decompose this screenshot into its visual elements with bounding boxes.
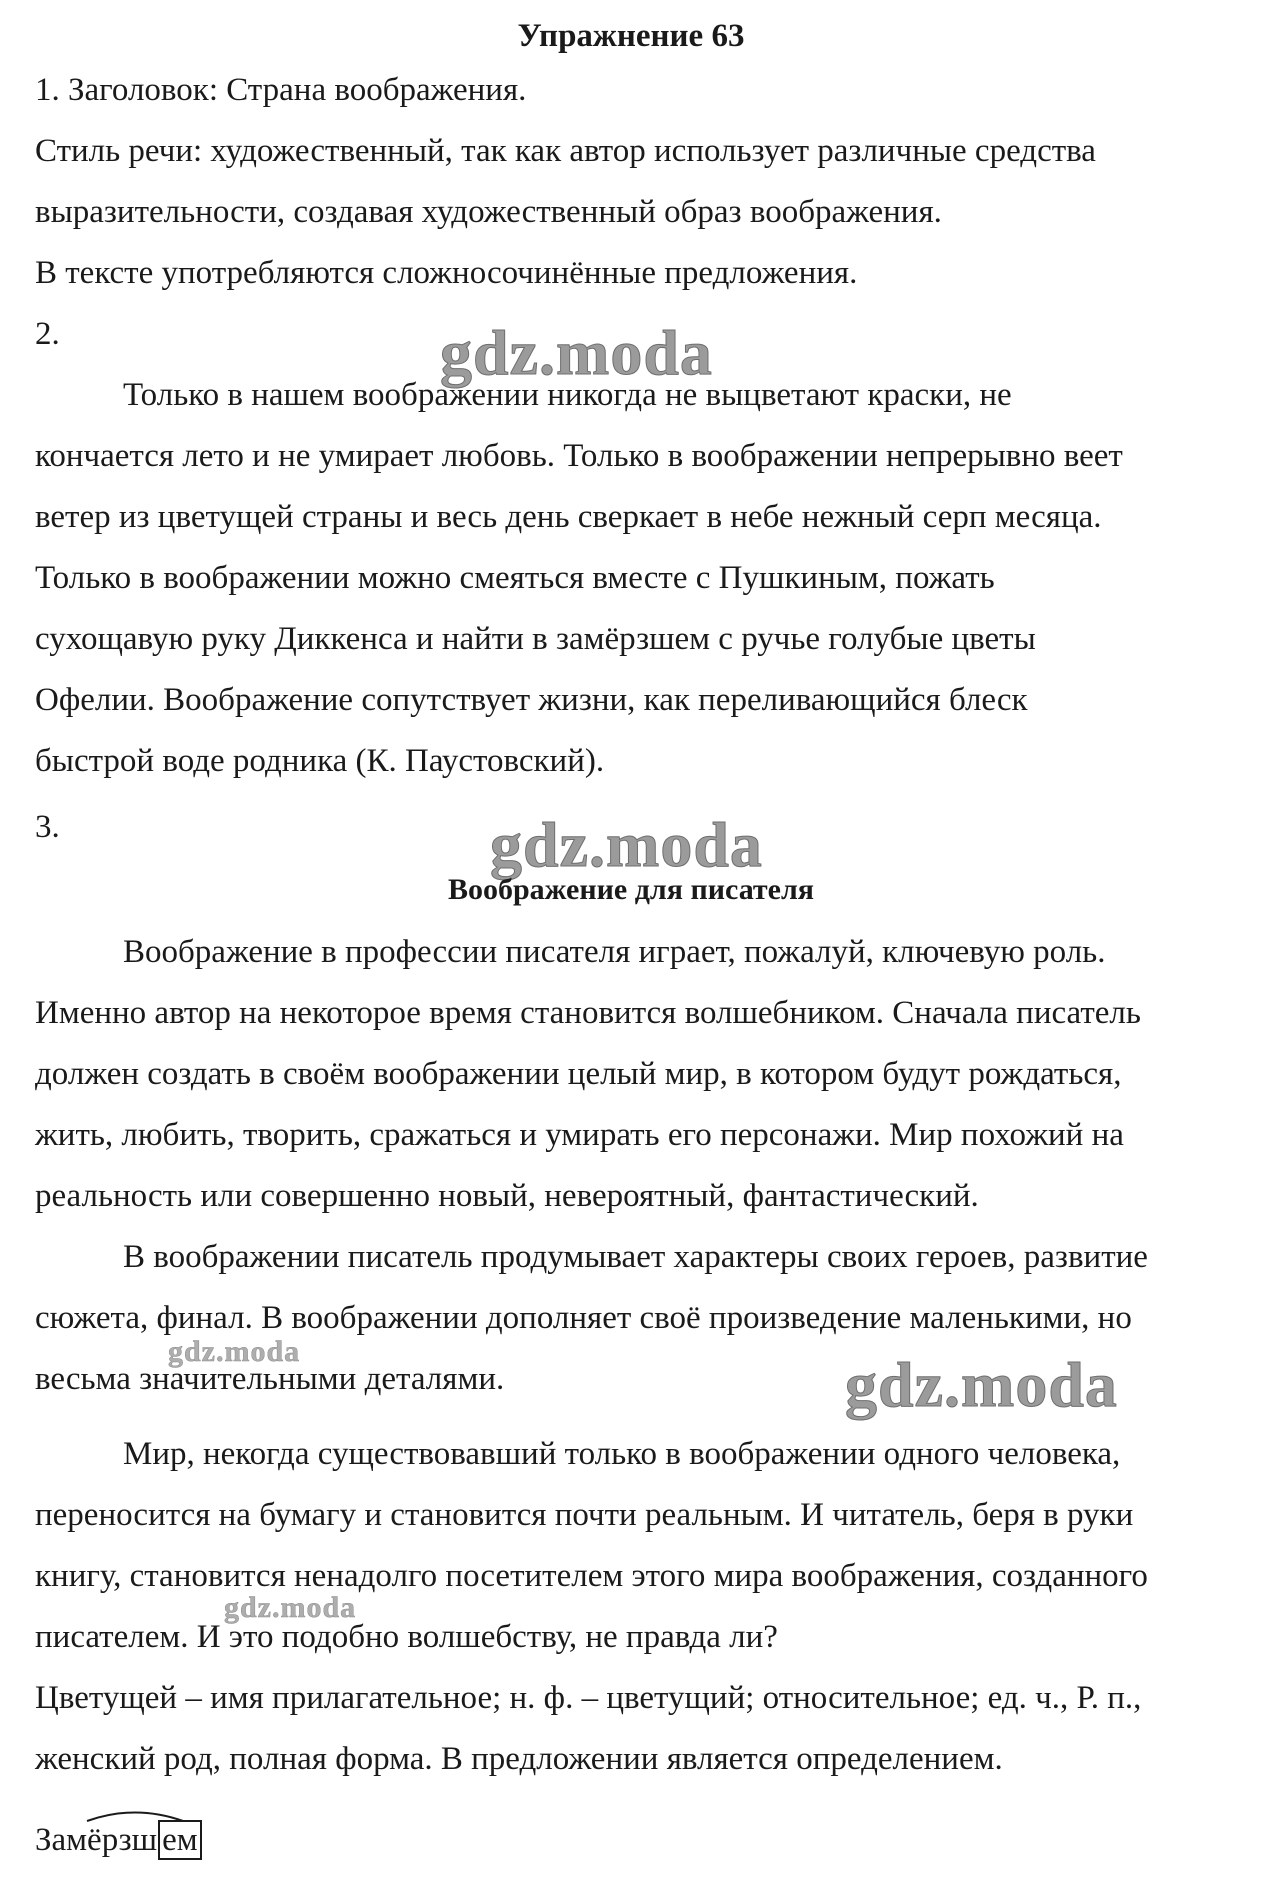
watermark-small: gdz.moda [224, 1591, 357, 1624]
analysis-line: женский род, полная форма. В предложении является определением. [35, 1741, 1003, 1777]
word-morphemic-parse [35, 1818, 202, 1862]
text-line: Мир, некогда существовавший только в воображении одного человека, [123, 1436, 1121, 1472]
text-line: писателем. И это подобно волшебству, не правда ли? [35, 1619, 778, 1655]
answer-1-style: Стиль речи: художественный, так как автор использует различные средства [35, 133, 1096, 169]
watermark: gdz.moda [490, 809, 763, 880]
text-line: Офелии. Воображение сопутствует жизни, как переливающийся блеск [35, 682, 1028, 718]
watermark: gdz.moda [845, 1349, 1118, 1420]
text-line: книгу, становится ненадолго посетителем этого мира воображения, созданного [35, 1558, 1148, 1594]
text-line: Воображение в профессии писателя играет, пожалуй, ключевую роль. [123, 934, 1106, 970]
text-line: реальность или совершенно новый, невероятный, фантастический. [35, 1178, 979, 1214]
text-line: сухощавую руку Диккенса и найти в замёрзшем с ручье голубые цветы [35, 621, 1036, 657]
text-line: быстрой воде родника (К. Паустовский). [35, 743, 605, 779]
text-line: должен создать в своём воображении целый мир, в котором будут рождаться, [35, 1056, 1122, 1092]
text-line: В воображении писатель продумывает характеры своих героев, развитие [123, 1239, 1148, 1275]
text-line: жить, любить, творить, сражаться и умирать его персонажи. Мир похожий на [35, 1117, 1124, 1153]
text-line: кончается лето и не умирает любовь. Только в воображении непрерывно веет [35, 438, 1123, 474]
analysis-line: Цветущей – имя прилагательное; н. ф. – цветущий; относительное; ед. ч., Р. п., [35, 1680, 1142, 1716]
answer-1-style-cont: выразительности, создавая художественный образ воображения. [35, 194, 942, 230]
text-line: Только в воображении можно смеяться вместе с Пушкиным, пожать [35, 560, 995, 596]
text-line: Именно автор на некоторое время становится волшебником. Сначала писатель [35, 995, 1141, 1031]
word-stem: Замёрзш [35, 1822, 158, 1858]
text-line: весьма значительными деталями. [35, 1361, 505, 1397]
exercise-title: Упражнение 63 [517, 18, 745, 54]
text-line: переносится на бумагу и становится почти реальным. И читатель, беря в руки [35, 1497, 1134, 1533]
watermark-small: gdz.moda [168, 1335, 301, 1368]
answer-1-heading: 1. Заголовок: Страна воображения. [35, 72, 527, 108]
text-line: Только в нашем воображении никогда не выцветают краски, не [123, 377, 1012, 413]
answer-1-sentences: В тексте употребляются сложносочинённые предложения. [35, 255, 858, 291]
answer-3-number: 3. [35, 809, 60, 845]
answer-2-number: 2. [35, 316, 60, 352]
text-line: ветер из цветущей страны и весь день сверкает в небе нежный серп месяца. [35, 499, 1102, 535]
essay-title: Воображение для писателя [447, 873, 815, 906]
text-line: сюжета, финал. В воображении дополняет своё произведение маленькими, но [35, 1300, 1132, 1336]
word-ending-box: ем [158, 1820, 202, 1860]
watermark: gdz.moda [440, 317, 713, 388]
